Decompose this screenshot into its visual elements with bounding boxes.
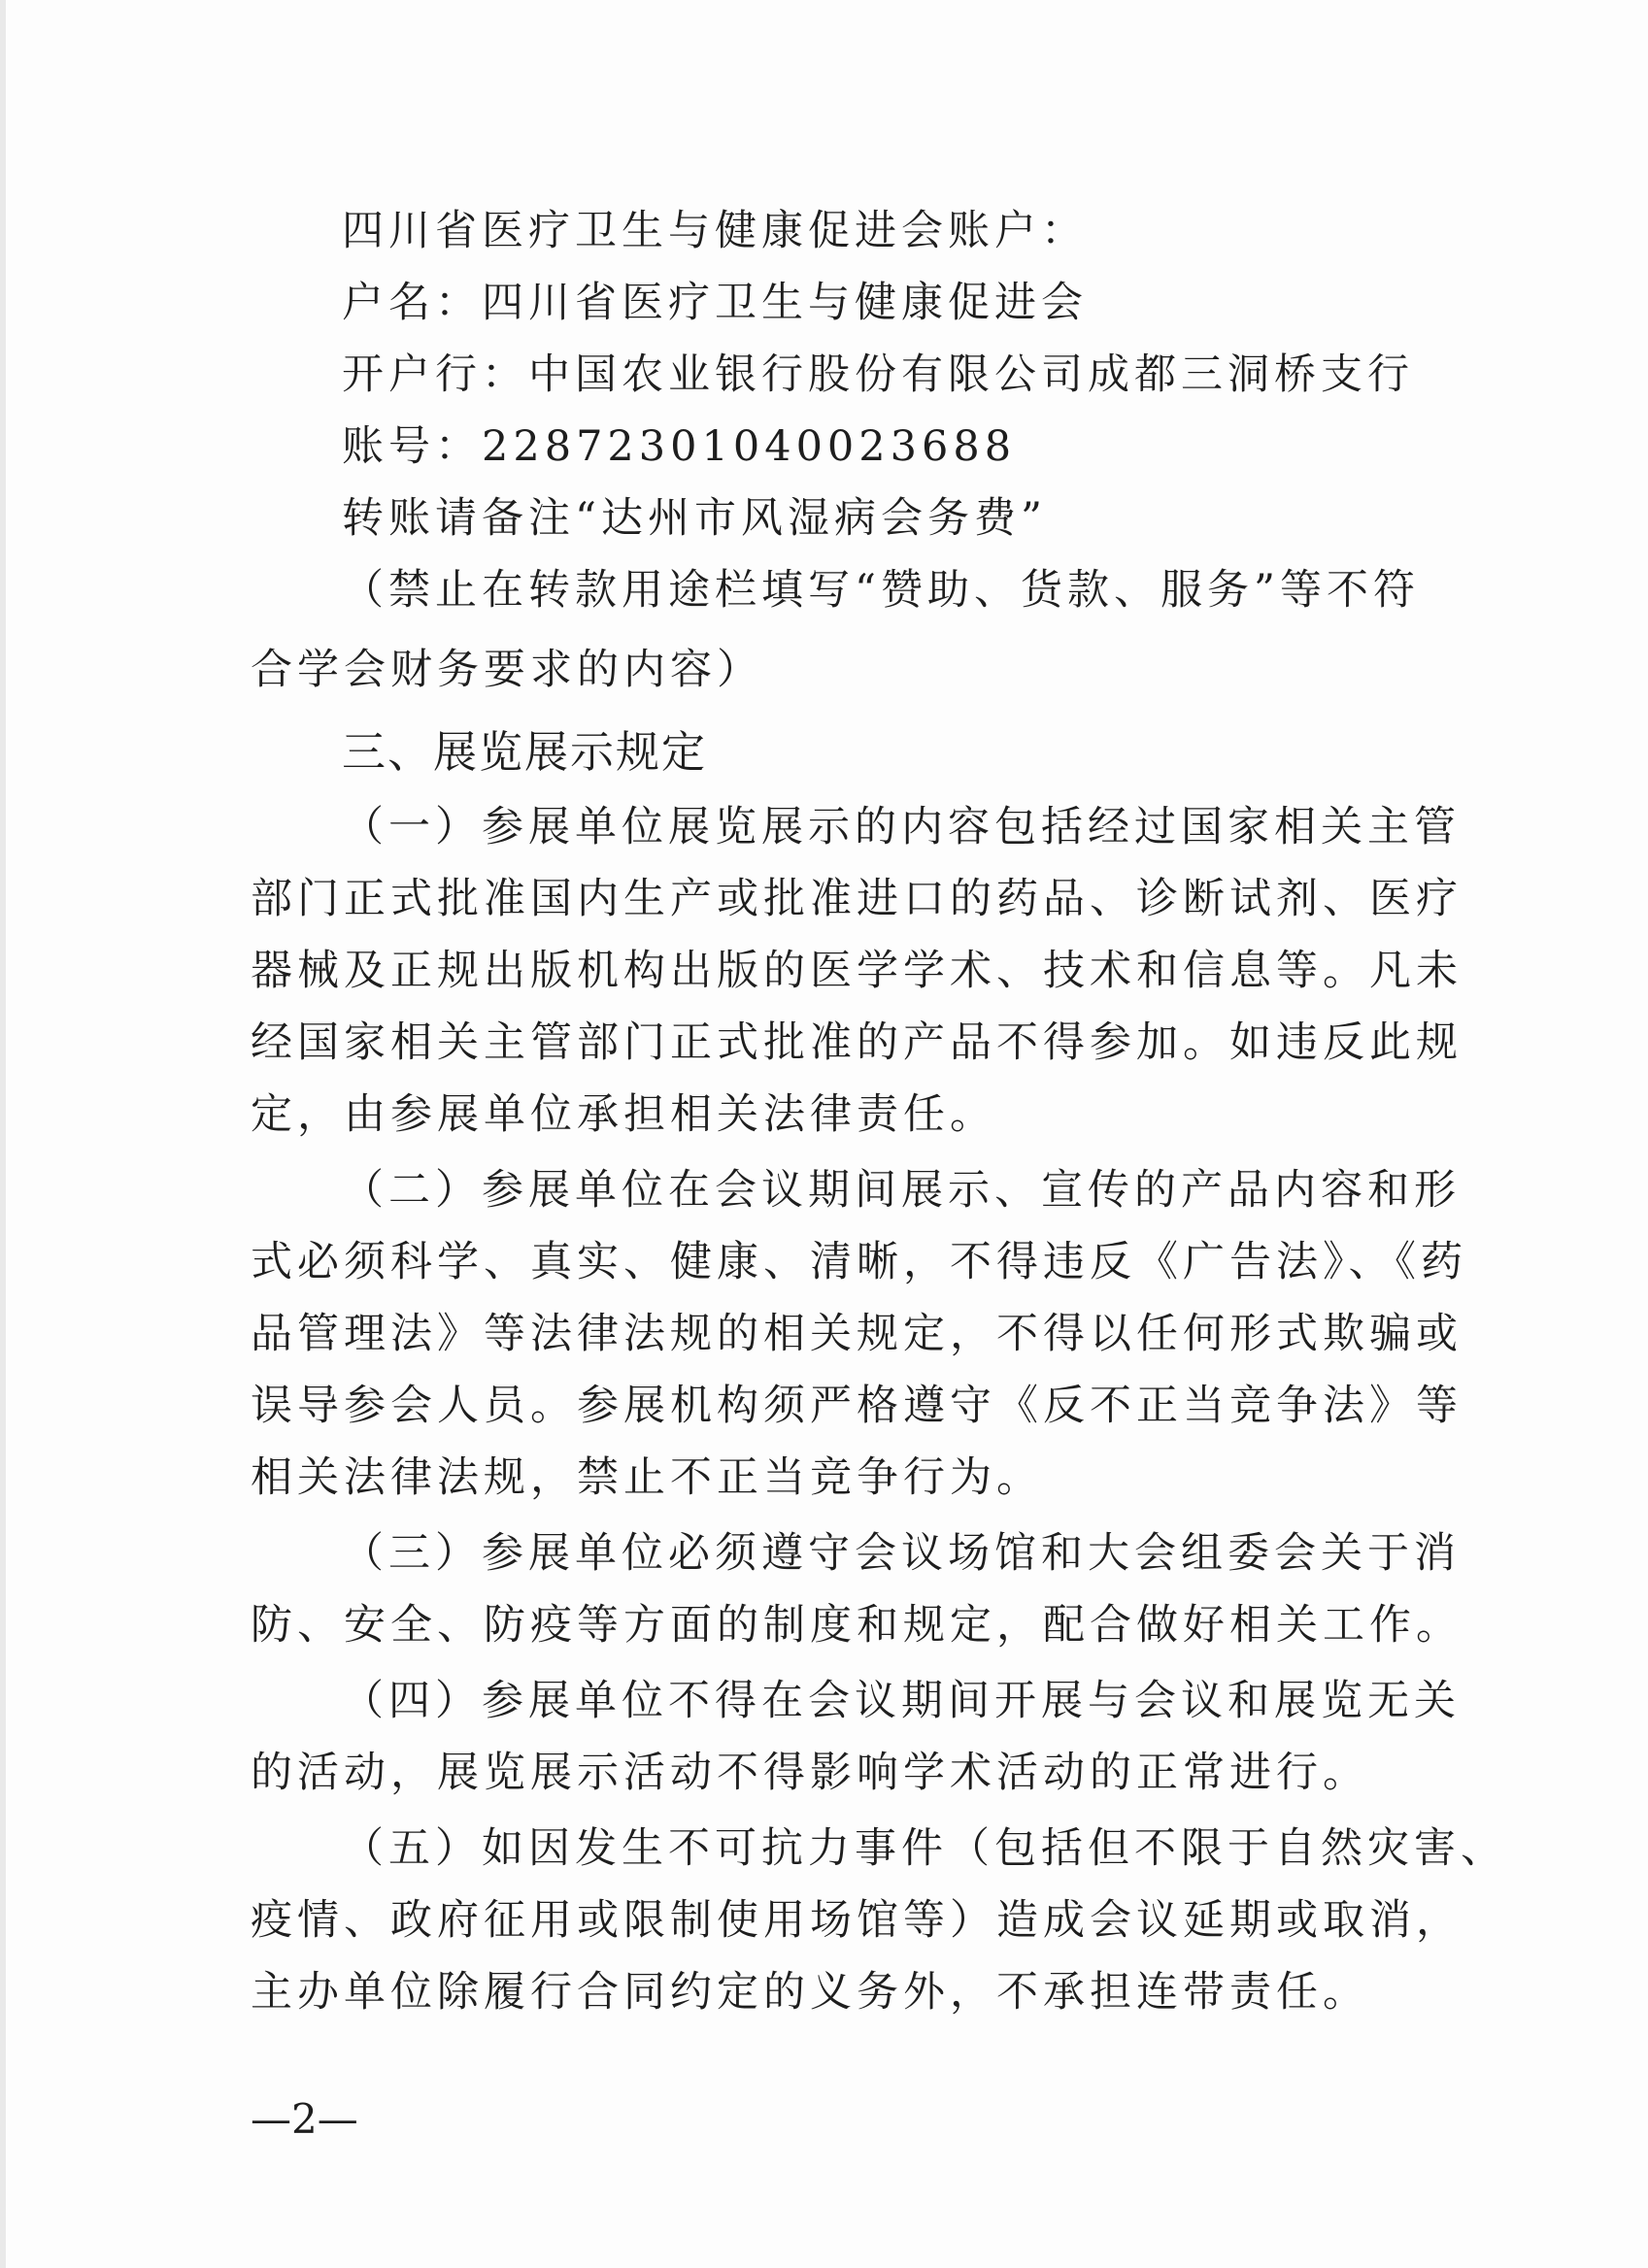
account-title: 四川省医疗卫生与健康促进会账户： [342,207,1088,255]
paragraph-2-line-2: 式必须科学、真实、健康、清晰，不得违反《广告法》、《药 [251,1238,1467,1286]
paragraph-4-line-1: （四）参展单位不得在会议期间开展与会议和展览无关 [342,1677,1461,1725]
paragraph-1-line-1: （一）参展单位展览展示的内容包括经过国家相关主管 [342,803,1461,851]
scan-edge [0,0,6,2268]
paragraph-2-line-3: 品管理法》等法律法规的相关规定，不得以任何形式欺骗或 [251,1310,1463,1358]
paragraph-1-line-2: 部门正式批准国内生产或批准进口的药品、诊断试剂、医疗 [251,875,1463,923]
account-name-line: 户名：四川省医疗卫生与健康促进会 [342,279,1088,327]
paragraph-3-line-2: 防、安全、防疫等方面的制度和规定，配合做好相关工作。 [251,1601,1463,1650]
account-bank-line: 开户行：中国农业银行股份有限公司成都三洞桥支行 [342,350,1414,399]
paragraph-4-line-2: 的活动，展览展示活动不得影响学术活动的正常进行。 [251,1749,1369,1797]
paragraph-5-line-1: （五）如因发生不可抗力事件（包括但不限于自然灾害、 [342,1824,1507,1873]
paragraph-2-line-1: （二）参展单位在会议期间展示、宣传的产品内容和形 [342,1166,1461,1215]
account-number-line: 账号：22872301040023688 [342,422,1017,471]
page-number: —2— [251,2095,358,2143]
account-note-line-2: 合学会财务要求的内容） [251,646,763,694]
paragraph-5-line-3: 主办单位除履行合同约定的义务外，不承担连带责任。 [251,1968,1369,2017]
paragraph-2-line-4: 误导参会人员。参展机构须严格遵守《反不正当竞争法》等 [251,1382,1463,1430]
paragraph-1-line-5: 定，由参展单位承担相关法律责任。 [251,1090,996,1139]
section-heading: 三、展览展示规定 [342,726,708,778]
paragraph-3-line-1: （三）参展单位必须遵守会议场馆和大会组委会关于消 [342,1529,1461,1578]
account-remark-line: 转账请备注“达州市风湿病会务费” [342,494,1047,543]
paragraph-1-line-3: 器械及正规出版机构出版的医学学术、技术和信息等。凡未 [251,947,1463,995]
paragraph-1-line-4: 经国家相关主管部门正式批准的产品不得参加。如违反此规 [251,1018,1463,1067]
account-note-line-1: （禁止在转款用途栏填写“赞助、货款、服务”等不符 [342,566,1420,615]
paragraph-5-line-2: 疫情、政府征用或限制使用场馆等）造成会议延期或取消， [251,1896,1463,1945]
paragraph-2-line-5: 相关法律法规，禁止不正当竞争行为。 [251,1453,1043,1502]
